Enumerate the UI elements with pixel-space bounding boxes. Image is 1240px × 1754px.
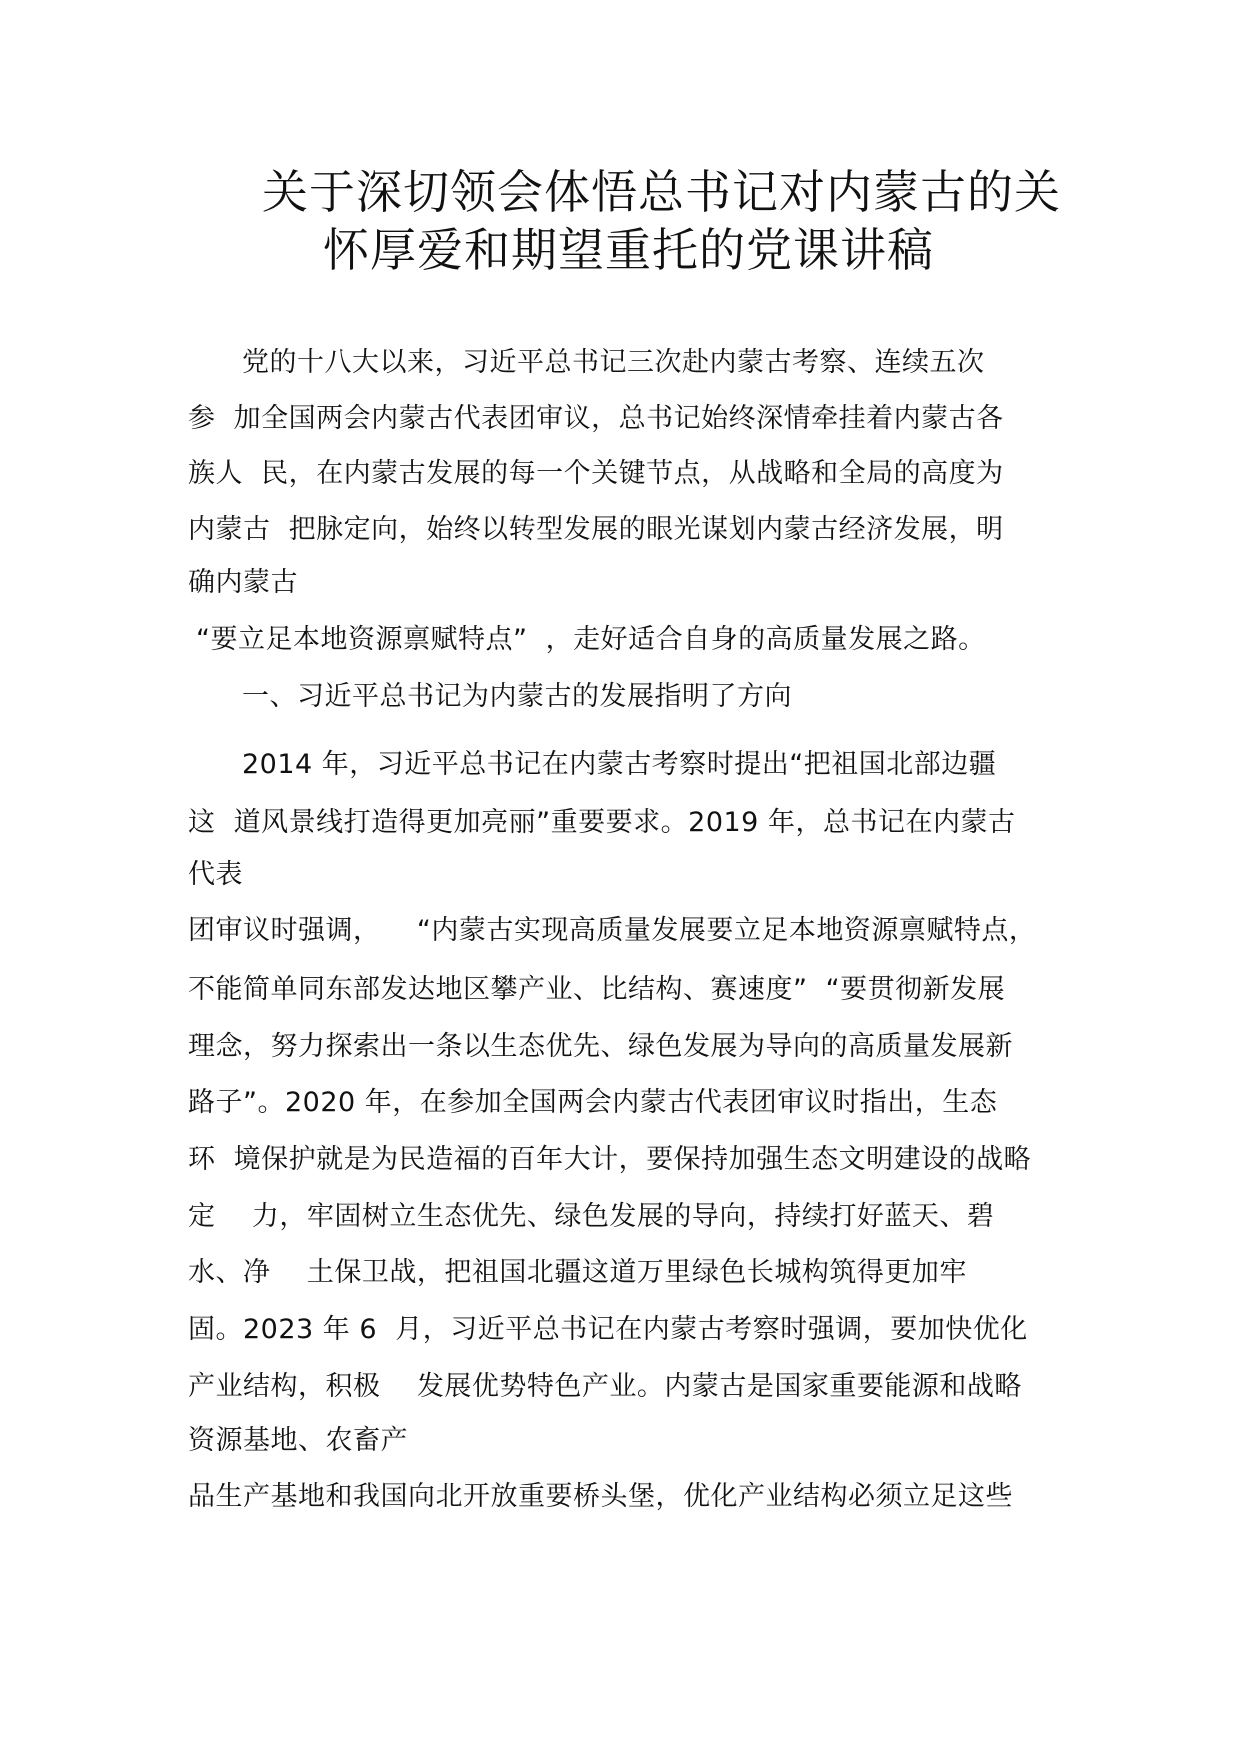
body-line: 参 加全国两会内蒙古代表团审议，总书记始终深情牵挂着内蒙古各 <box>188 403 1004 434</box>
document-title-line-1: 关于深切领会体悟总书记对内蒙古的关 <box>262 165 1061 219</box>
body-line: 代表 <box>188 859 243 890</box>
body-line: 党的十八大以来，习近平总书记三次赴内蒙古考察、连续五次 <box>242 347 985 378</box>
body-line: 定 力，牢固树立生态优先、绿色发展的导向，持续打好蓝天、碧 <box>188 1201 995 1232</box>
body-line: 团审议时强调， “内蒙古实现高质量发展要立足本地资源禀赋特点， <box>188 915 1037 946</box>
body-line: 产业结构，积极 发展优势特色产业。内蒙古是国家重要能源和战略 <box>188 1371 1022 1402</box>
body-line: 理念，努力探索出一条以生态优先、绿色发展为导向的高质量发展新 <box>188 1031 1013 1062</box>
body-line: 路子”。2020 年，在参加全国两会内蒙古代表团审议时指出，生态 <box>188 1087 998 1118</box>
body-line: 环 境保护就是为民造福的百年大计，要保持加强生态文明建设的战略 <box>188 1144 1032 1175</box>
body-line: 内蒙古 把脉定向，始终以转型发展的眼光谋划内蒙古经济发展，明 <box>188 514 1004 545</box>
body-line: 品生产基地和我国向北开放重要桥头堡，优化产业结构必须立足这些 <box>188 1481 1013 1512</box>
body-line: 确内蒙古 <box>188 567 298 598</box>
body-line: 不能简单同东部发达地区攀产业、比结构、赛速度” “要贯彻新发展 <box>188 974 1006 1005</box>
body-line: 固。2023 年 6 月，习近平总书记在内蒙古考察时强调，要加快优化 <box>188 1314 1028 1345</box>
body-line: 资源基地、农畜产 <box>188 1425 408 1456</box>
body-line: 水、净 土保卫战，把祖国北疆这道万里绿色长城构筑得更加牢 <box>188 1257 967 1288</box>
body-line: 族人 民，在内蒙古发展的每一个关键节点，从战略和全局的高度为 <box>188 458 1004 489</box>
document-title-line-2: 怀厚爱和期望重托的党课讲稿 <box>323 223 934 277</box>
body-line: 2014 年，习近平总书记在内蒙古考察时提出“把祖国北部边疆 <box>242 749 997 780</box>
body-line: “要立足本地资源禀赋特点” ，走好适合自身的高质量发展之路。 <box>196 624 986 655</box>
body-line: 这 道风景线打造得更加亮丽”重要要求。2019 年，总书记在内蒙古 <box>188 807 1016 838</box>
section-heading: 一、习近平总书记为内蒙古的发展指明了方向 <box>242 681 792 712</box>
